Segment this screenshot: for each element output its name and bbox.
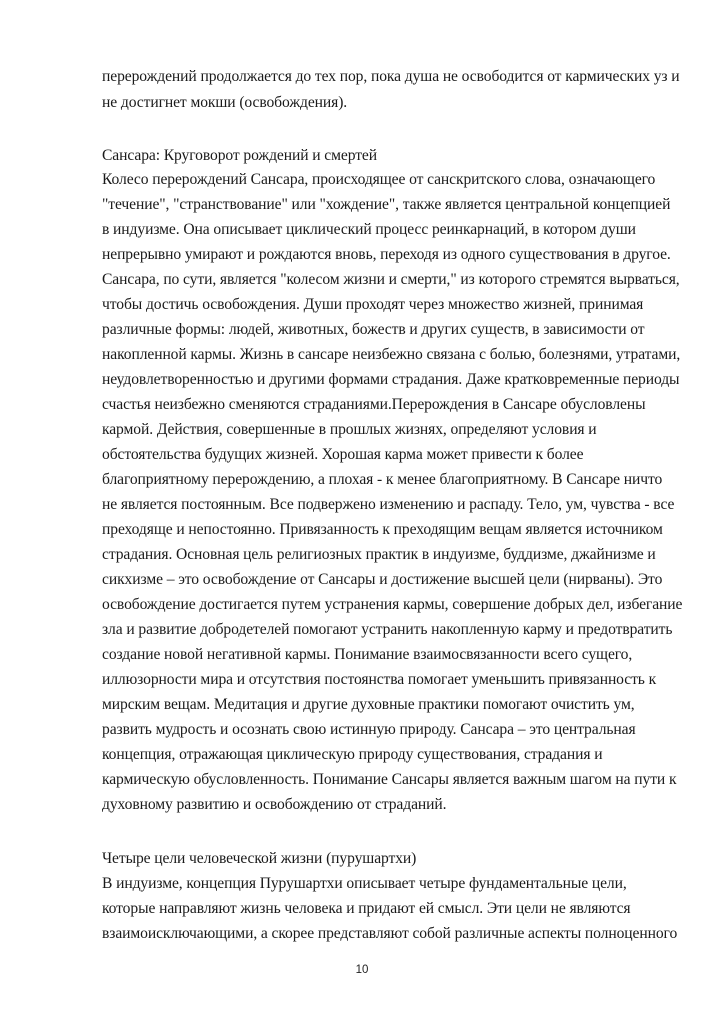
body-line: благоприятному перерождению, а плохая - к менее благоприятному. В Сансаре ничто: [102, 471, 663, 488]
intro-line: перерождений продолжается до тех пор, пока душа не освободится от кармических уз и: [102, 68, 680, 85]
body-line: кармическую обусловленность. Понимание Сансары является важным шагом на пути к: [102, 771, 677, 788]
body-line: зла и развитие добродетелей помогают устранить накопленную карму и предотвратить: [102, 621, 673, 638]
body-line: которые направляют жизнь человека и придают ей смысл. Эти цели не являются: [102, 900, 631, 917]
body-line: Колесо перерождений Сансара, происходящее от санскритского слова, означающего: [102, 171, 656, 188]
body-line: иллюзорности мира и отсутствия постоянства помогает уменьшить привязанность к: [102, 671, 657, 688]
intro-line: не достигнет мокши (освобождения).: [102, 94, 348, 111]
body-line: Сансара, по сути, является "колесом жизни и смерти," из которого стремятся вырваться,: [102, 271, 680, 288]
body-line: не является постоянным. Все подвержено изменению и распаду. Тело, ум, чувства - все: [102, 496, 675, 513]
body-line: чтобы достичь освобождения. Души проходят через множество жизней, принимая: [102, 296, 644, 313]
body-line: взаимоисключающими, а скорее представляют собой различные аспекты полноценного: [102, 925, 678, 942]
body-line: создание новой негативной кармы. Понимание взаимосвязанности всего сущего,: [102, 646, 633, 663]
body-line: концепция, отражающая циклическую природу существования, страдания и: [102, 746, 603, 763]
page-number: 10: [355, 964, 369, 976]
body-line: В индуизме, концепция Пурушартхи описывает четыре фундаментальные цели,: [102, 875, 627, 892]
body-line: непрерывно умирают и рождаются вновь, переходя из одного существования в другое.: [102, 246, 671, 263]
body-line: обстоятельства будущих жизней. Хорошая карма может привести к более: [102, 446, 584, 463]
body-line: мирским вещам. Медитация и другие духовные практики помогают очистить ум,: [102, 696, 635, 713]
body-line: духовному развитию и освобождению от страданий.: [102, 796, 447, 813]
body-line: кармой. Действия, совершенные в прошлых жизнях, определяют условия и: [102, 421, 597, 438]
body-line: развить мудрость и осознать свою истинную природу. Сансара – это центральная: [102, 721, 636, 738]
body-line: преходяще и непостоянно. Привязанность к преходящим вещам является источником: [102, 521, 663, 538]
body-line: неудовлетворенностью и другими формами страдания. Даже кратковременные периоды: [102, 371, 680, 388]
body-line: в индуизме. Она описывает циклический процесс реинкарнаций, в котором души: [102, 221, 636, 238]
body-line: "течение", "странствование" или "хождение", также является центральной концепцией: [102, 196, 671, 213]
body-line: страдания. Основная цель религиозных практик в индуизме, буддизме, джайнизме и: [102, 546, 656, 563]
body-line: сикхизме – это освобождение от Сансары и достижение высшей цели (нирваны). Это: [102, 571, 663, 588]
body-line: накопленной кармы. Жизнь в сансаре неизбежно связана с болью, болезнями, утратами,: [102, 346, 681, 363]
body-line: счастья неизбежно сменяются страданиями.Перерождения в Сансаре обусловлены: [102, 396, 646, 413]
section-heading-purusharthas: Четыре цели человеческой жизни (пурушартхи): [102, 850, 417, 867]
body-line: различные формы: людей, животных, божеств и других существ, в зависимости от: [102, 321, 645, 338]
section-heading-samsara: Сансара: Круговорот рождений и смертей: [102, 147, 377, 164]
body-line: освобождение достигается путем устранения кармы, совершение добрых дел, избегание: [102, 596, 683, 613]
